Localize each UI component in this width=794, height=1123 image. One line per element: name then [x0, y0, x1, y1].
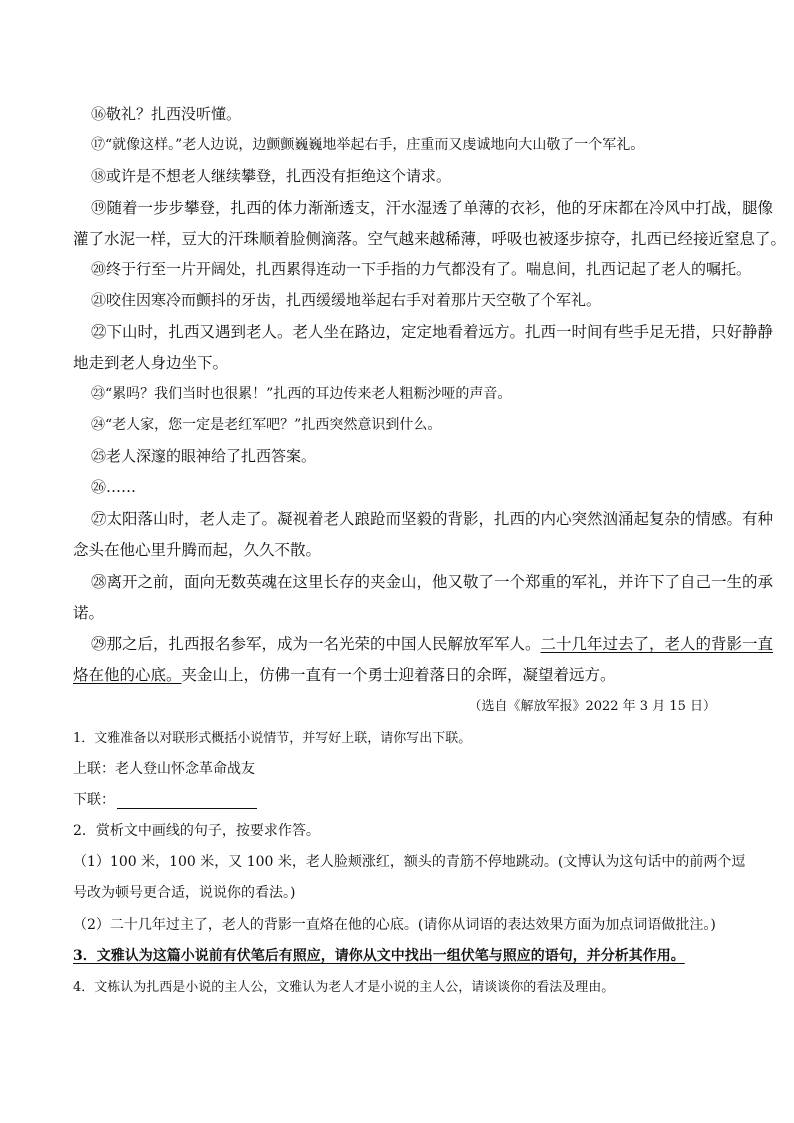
- question-2: 2．赏析文中画线的句子，按要求作答。: [73, 823, 320, 839]
- paragraph-28-line-1: ㉘离开之前，面向无数英魂在这里长存的夹金山，他又敬了一个郑重的军礼，并许下了自己一生的承: [91, 573, 774, 591]
- paragraph-28-line-2: 诺。: [73, 604, 105, 622]
- question-2-1-line-1: （1）100 米，100 米，又 100 米，老人脸颊涨红，额头的青筋不停地跳动。(文博认为这句话中的前两个逗: [73, 854, 746, 870]
- question-1: 1．文雅准备以对联形式概括小说情节，并写好上联，请你写出下联。: [73, 731, 472, 746]
- paragraph-26: ㉖……: [91, 478, 137, 496]
- paragraph-22-line-1: ㉒下山时，扎西又遇到老人。老人坐在路边，定定地看着远方。扎西一时间有些手足无措，只好静静: [91, 323, 774, 341]
- paragraph-27-line-2: 念头在他心里升腾而起，久久不散。: [73, 541, 322, 559]
- couplet-lower: [73, 789, 257, 809]
- paragraph-29-line-1: [91, 632, 773, 654]
- paragraph-29-line-2: [73, 663, 616, 685]
- paragraph-29-text: ㉙那之后，扎西报名参军，成为一名光荣的中国人民解放军军人。: [91, 635, 541, 653]
- paragraph-18: ⑱或许是不想老人继续攀登，扎西没有拒绝这个请求。: [91, 167, 452, 185]
- source-citation: （选自《解放军报》2022 年 3 月 15 日）: [468, 699, 716, 714]
- question-3: 3．文雅认为这篇小说前有伏笔后有照应，请你从文中找出一组伏笔与照应的语句，并分析其作用。: [73, 948, 685, 964]
- couplet-upper: 上联：老人登山怀念革命战友: [73, 761, 255, 777]
- paragraph-22-line-2: 地走到老人身边坐下。: [73, 354, 229, 372]
- paragraph-17: ⑰“就像这样。”老人边说，边颤颤巍巍地举起右手，庄重而又虔诚地向大山敬了一个军礼。: [91, 137, 645, 153]
- paragraph-19-line-1: ⑲随着一步步攀登，扎西的体力渐渐透支，汗水湿透了单薄的衣衫，他的牙床都在冷风中打战，腿像: [91, 199, 774, 217]
- couplet-lower-label: 下联：: [73, 792, 115, 808]
- question-2-1-line-2: 号改为顿号更合适，说说你的看法。): [73, 885, 296, 901]
- paragraph-20: ⑳终于行至一片开阔处，扎西累得连动一下手指的力气都没有了。喘息间，扎西记起了老人的嘱托。: [91, 260, 752, 278]
- paragraph-24: ㉔“老人家，您一定是老红军吧？”扎西突然意识到什么。: [91, 417, 442, 433]
- paragraph-21: ㉑咬住因寒冷而颤抖的牙齿，扎西缓缓地举起右手对着那片天空敬了个军礼。: [91, 291, 602, 309]
- paragraph-19-line-2: 灌了水泥一样，豆大的汗珠顺着脸侧滴落。空气越来越稀薄，呼吸也被逐步掠夺，扎西已经接近窒息了。: [73, 230, 787, 248]
- answer-blank[interactable]: [117, 794, 257, 809]
- paragraph-25: ㉕老人深邃的眼神给了扎西答案。: [91, 447, 317, 465]
- paragraph-27-line-1: ㉗太阳落山时，老人走了。凝视着老人踉跄而坚毅的背影，扎西的内心突然汹涌起复杂的情感。有种: [91, 510, 774, 528]
- paragraph-29-ending: 夹金山上，仿佛一直有一个勇士迎着落日的余晖，凝望着远方。: [181, 666, 616, 684]
- underlined-sentence-end: 烙在他的心底。: [73, 666, 182, 684]
- question-4: 4．文栋认为扎西是小说的主人公，文雅认为老人才是小说的主人公，请谈谈你的看法及理由。: [73, 980, 615, 995]
- paragraph-16: ⑯敬礼？扎西没听懂。: [91, 105, 242, 123]
- underlined-sentence: 二十几年过去了，老人的背影一直: [540, 635, 774, 653]
- paragraph-23: ㉓“累吗？我们当时也很累！”扎西的耳边传来老人粗粝沙哑的声音。: [91, 386, 512, 402]
- question-2-2: （2）二十几年过主了，老人的背影一直烙在他的心底。(请你从词语的表达效果方面为加点词语做批注。): [73, 917, 716, 933]
